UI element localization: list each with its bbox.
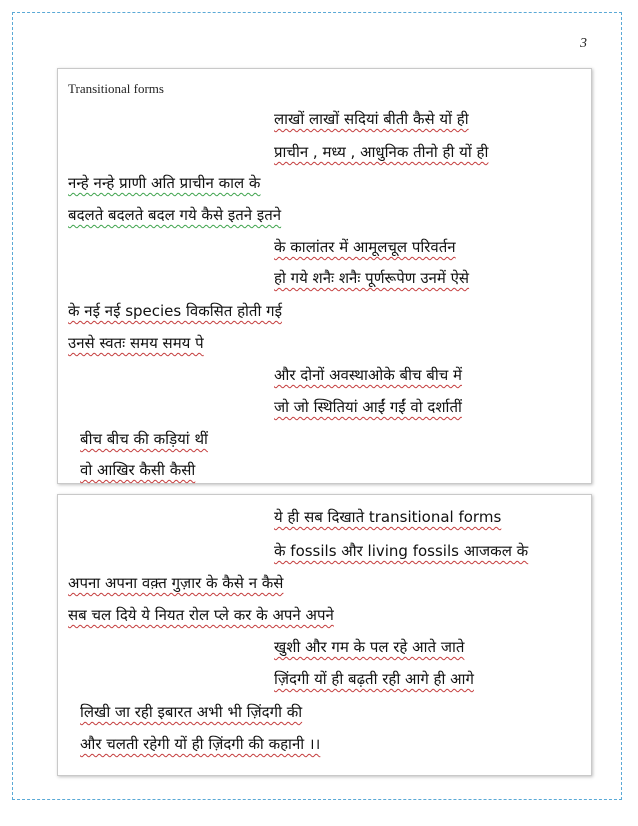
poem-line: बीच बीच की कड़ियां थीं [80,430,208,448]
poem-line: जो जो स्थितियां आईं गईं वो दर्शातीं [274,398,462,416]
page-number: 3 [580,36,587,51]
poem-line: वो आखिर कैसी कैसी [80,461,196,479]
poem-line: ये ही सब दिखाते transitional forms [274,508,502,526]
poem-line: लाखों लाखों सदियां बीती कैसे यों ही [274,110,469,128]
poem-line: सब चल दिये ये नियत रोल प्ले कर के अपने अपने [68,606,334,624]
poem-line: लिखी जा रही इबारत अभी भी ज़िंदगी की [80,703,303,721]
poem-panel-2 [57,494,592,776]
poem-line: बदलते बदलते बदल गये कैसे इतने इतने [68,206,282,224]
poem-line: ज़िंदगी यों ही बढ़ती रही आगे ही आगे [274,670,474,688]
poem-line: के नई नई species विकसित होती गई [68,302,282,320]
poem-line: हो गये शनैः शनैः पूर्णरूपेण उनमें ऐसे [274,269,470,287]
poem-line: खुशी और गम के पल रहे आते जाते [274,638,465,656]
poem-line: और चलती रहेगी यों ही ज़िंदगी की कहानी ।। [80,735,321,753]
poem-line: के fossils और living fossils आजकल के [274,542,529,560]
poem-line: नन्हे नन्हे प्राणी अति प्राचीन काल के [68,174,261,192]
poem-line: के कालांतर में आमूलचूल परिवर्तन [274,238,456,256]
section-title: Transitional forms [68,81,164,96]
poem-line: और दोनों अवस्थाओके बीच बीच में [274,366,462,384]
poem-line: प्राचीन , मध्य , आधुनिक तीनो ही यों ही [274,143,489,161]
poem-line: अपना अपना वक़्त गुज़ार के कैसे न कैसे [68,574,284,592]
poem-panel-1 [57,68,592,484]
poem-line: उनसे स्वतः समय समय पे [68,334,204,352]
